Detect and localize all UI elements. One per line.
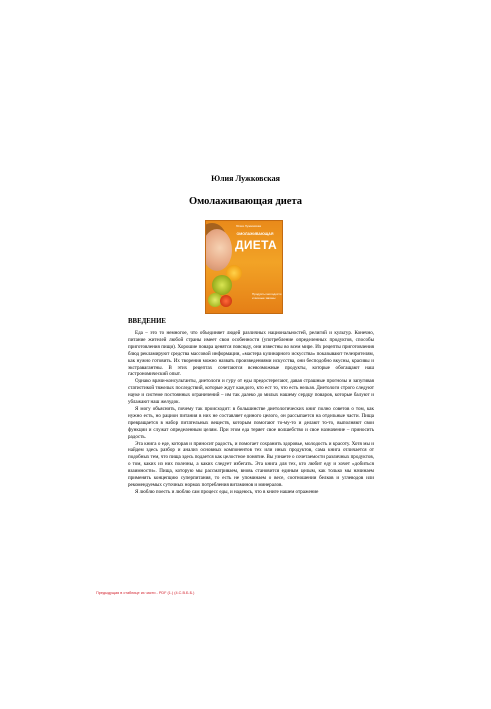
paragraph: Я люблю поесть и люблю сам процесс еды, и надеюсь, что в книге нашем отражение bbox=[135, 488, 319, 495]
cover-tagline: Продукты молодости и вечные законы bbox=[252, 292, 282, 300]
section-heading: ВВЕДЕНИЕ bbox=[128, 318, 166, 325]
body-text bbox=[128, 330, 374, 496]
cover-face-shape bbox=[205, 229, 232, 271]
paragraph: Я могу объяснить, почему так происходит: в большинстве диетологических книг полно советов о том, как нужно есть, но рацион питания в них не составляет единого целого, он рассыпается на отдельные части. Пища превращается в набор питательных веществ, которым помогают то-му-то и делают то-то, выполняют свои функции и служат определенным целям. При этом еда теряет свое волшебство и свое назначение – приносить радость. bbox=[128, 405, 374, 440]
paragraph: Однако врачи-консультанты, диетологи и гуру от еды предостерегают, давая страшные прогнозы и запугивая статистикой тяжелых последствий, которые ждут каждого, кто ест то, что есть нельзя. Диетологи строго следуют науке и системе постоянных ограничений – им так далеко до милых нашему сердцу поваров, которые балуют и ублажают наш желудок. bbox=[128, 378, 374, 406]
book-title: Омолаживающая диета bbox=[188, 196, 303, 207]
cover-red-fruit bbox=[220, 295, 232, 307]
book-cover-image bbox=[205, 220, 283, 314]
footer-link[interactable]: Предыдущая в стаблице из части - PDF (1.) (4.С.В.Б.Б.) bbox=[96, 591, 195, 595]
author-name: Юлия Лужковская bbox=[211, 174, 280, 183]
cover-series: ОМОЛАЖИВАЮЩАЯ bbox=[236, 232, 274, 236]
paragraph: Эта книга о еде, которая и приносит радость, и помогает сохранить здоровье, молодость и красоту. Хотя мы и найдем здесь разбор и анализ основных компонентов тех или иных продуктов, сама книга отличается от подобных тем, что пища здесь подается как целостное понятие. Вы узнаете о сочетаемости различных продуктов, о том, каких из них полезны, а каких следует избегать. Эта книга для тех, кто любит еду и хочет «добиться взаимности». Пища, которую мы рассматриваем, вновь становится единым целым, как только мы начинаем применять концепцию суперпитания, то есть не упоминаем о весе, соотношении белков и углеводов или рекомендуемых суточных нормах потребления витаминов и минералов. bbox=[128, 440, 374, 488]
cover-main-word: ДИЕТА bbox=[235, 238, 277, 252]
cover-lime-fruit bbox=[212, 275, 232, 295]
paragraph: Еда – это то немногое, что объединяет людей различных национальностей, религий и культур. Конечно, питание жителей любой страны имеет свои особенности (употребление определенных продуктов, способы приготовления пищи). Хорошие повара ценятся повсюду, они известны во всем мире. Их рецепты приготовления блюд рекламируют средства массовой информации, «мастера кулинарного искусства» показывают телезрителям, как нужно готовить. Их творения можно назвать произведениями искусства, они бесподобно вкусны, красивы и экстравагантны. В этих рецептах сочетаются всевозможные продукты, которые обогащают наш гастрономический опыт. bbox=[128, 330, 374, 378]
cover-author: Юлия Лужковская bbox=[236, 224, 262, 228]
